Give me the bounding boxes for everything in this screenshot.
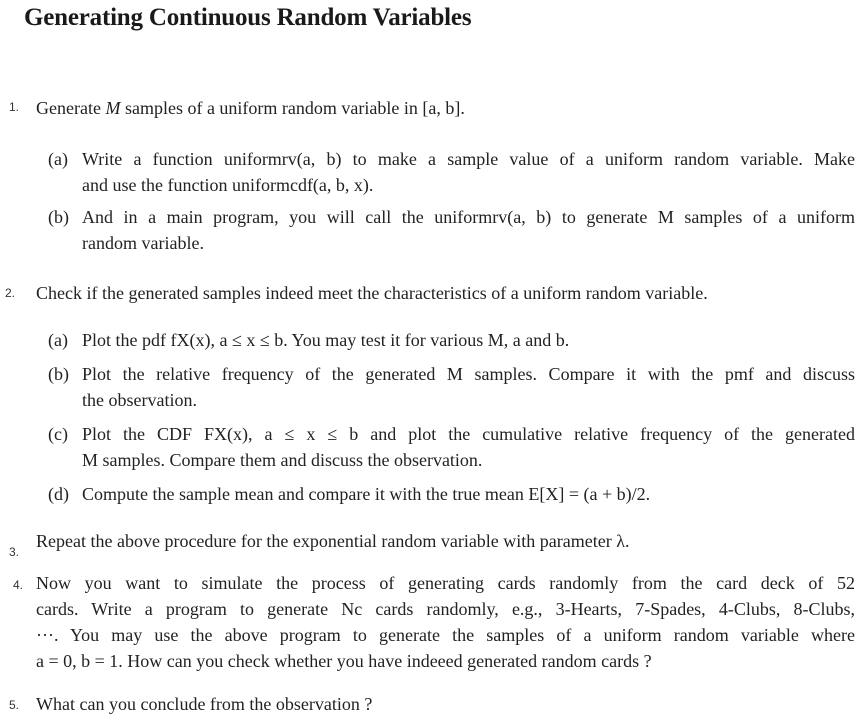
item-2a-label: (a) [48, 330, 68, 350]
item-3-number: 3. [9, 545, 20, 559]
item-1a-label: (a) [48, 149, 68, 169]
item-1a-text: Write a function uniformrv(a, b) to make a sample value of a uniform random variable. Make and use the function uniformcdf(a, b, x). [82, 149, 855, 195]
item-2c-label: (c) [48, 424, 68, 444]
item-2b-label: (b) [48, 364, 69, 384]
item-4-number: 4. [13, 578, 24, 592]
item-2a-text: Plot the pdf fX(x), a ≤ x ≤ b. You may test it for various M, a and b. [82, 330, 570, 350]
item-1b-label: (b) [48, 207, 69, 227]
page-title: Generating Continuous Random Variables [24, 4, 472, 31]
item-2-text: Check if the generated samples indeed meet the characteristics of a uniform random variable. [36, 283, 708, 303]
item-2d-text: Compute the sample mean and compare it with the true mean E[X] = (a + b)/2. [82, 484, 651, 504]
item-1-text: Generate M samples of a uniform random variable in [a, b]. [36, 98, 465, 118]
item-4-text: Now you want to simulate the process of generating cards randomly from the card deck of 52 cards. Write a program to generate Nc cards randomly, e.g., 3-Hearts, 7-Spades, 4-Clubs, 8-Clubs, ···. You may use the above program to generate the samples of a uniform random variable where a = 0, b = 1. How can you check whether you have indeeed generated random cards ? [36, 573, 855, 671]
item-5-number: 5. [9, 698, 20, 712]
item-5-text: What can you conclude from the observation ? [36, 694, 373, 714]
item-3-text: Repeat the above procedure for the exponential random variable with parameter λ. [36, 531, 630, 551]
item-1b-text: And in a main program, you will call the uniformrv(a, b) to generate M samples of a uniform random variable. [82, 207, 855, 253]
item-2b-text: Plot the relative frequency of the generated M samples. Compare it with the pmf and discuss the observation. [82, 364, 855, 410]
item-2c-text: Plot the CDF FX(x), a ≤ x ≤ b and plot the cumulative relative frequency of the generated M samples. Compare them and discuss the observation. [82, 424, 855, 470]
item-2d-label: (d) [48, 484, 69, 504]
item-2-number: 2. [5, 286, 16, 300]
item-1-number: 1. [9, 100, 20, 114]
